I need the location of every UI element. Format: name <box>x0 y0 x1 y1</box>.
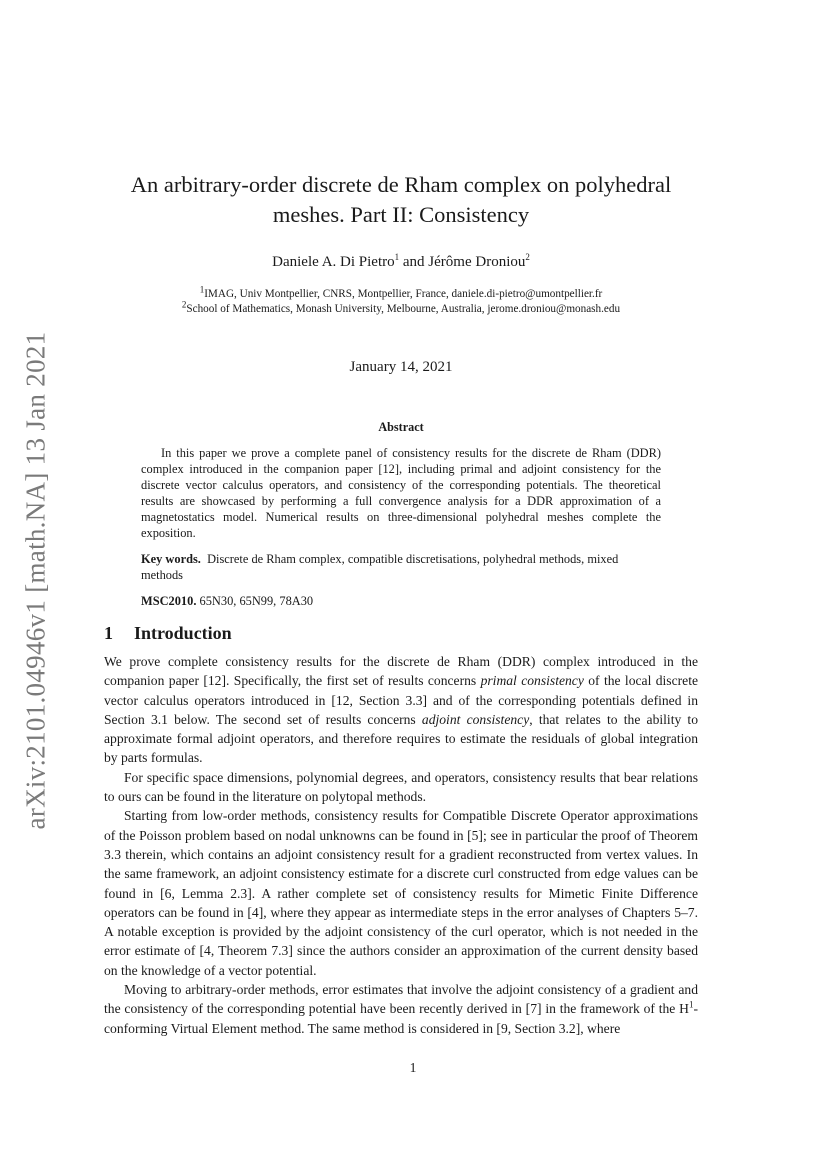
author-2-mark: 2 <box>525 252 530 262</box>
paragraph-4-part-a: Moving to arbitrary-order methods, error estimates that involve the adjoint consistency of a gradient and the consistency of the corresponding potential have been recently derived in [7] in the framework of the H <box>104 982 698 1017</box>
arxiv-stamp-text: arXiv:2101.04946v1 [math.NA] 13 Jan 2021 <box>20 331 51 829</box>
paper-date: January 14, 2021 <box>349 359 453 375</box>
affiliations <box>104 284 698 317</box>
abstract-heading: Abstract <box>378 420 424 434</box>
section-number: 1 <box>104 623 113 643</box>
paragraph-1-part-b: of the local discrete vector calculus operators introduced in [12, Section 3.3] and of the corresponding potentials defined in Section 3.1 below. The second set of results concerns <box>104 673 698 727</box>
affiliation-2 <box>104 299 698 317</box>
affiliation-1 <box>104 284 698 302</box>
msc-label: MSC2010. <box>141 594 197 608</box>
paragraph-3: Starting from low-order methods, consistency results for Compatible Discrete Operator approximations of the Poisson problem based on nodal unknowns can be found in [5]; see in particular the proof of Theorem 3.3 therein, which contains an adjoint consistency result for a gradient reconstructed from vertex values. In the same framework, an adjoint consistency estimate for a discrete curl constructed from edge values can be found in [6, Lemma 2.3]. A rather complete set of consistency results for Mimetic Finite Difference operators can be found in [4], where they appear as intermediate steps in the error analyses of Chapters 5–7. A notable exception is provided by the adjoint consistency of the curl operator, which is not needed in the error estimate of [4, Theorem 7.3] since the authors consider an approximation of the current density based on the knowledge of a vector potential. <box>104 808 698 978</box>
msc-text: 65N30, 65N99, 78A30 <box>199 594 314 608</box>
affiliation-1-mark: 1 <box>199 284 205 295</box>
author-list <box>104 254 698 271</box>
paragraph-4-part-b: -conforming Virtual Element method. The same method is considered in [9, Section 3.2], where <box>104 1001 698 1036</box>
paragraph-1 <box>104 652 698 768</box>
msc-codes <box>141 593 661 609</box>
author-1-mark: 1 <box>394 252 400 262</box>
title-line-1: An arbitrary-order discrete de Rham complex on polyhedral <box>130 172 672 197</box>
keywords-label: Key words. <box>141 552 201 566</box>
affiliation-2-text: School of Mathematics, Monash University, Melbourne, Australia, jerome.droniou@monash.edu <box>186 303 621 315</box>
keywords-text: Discrete de Rham complex, compatible discretisations, polyhedral methods, mixed methods <box>141 552 619 582</box>
arxiv-stamp <box>12 320 60 840</box>
keywords <box>141 551 661 583</box>
section-heading <box>104 623 698 644</box>
section-title: Introduction <box>134 623 232 643</box>
paragraph-2: For specific space dimensions, polynomial degrees, and operators, consistency results that bear relations to ours can be found in the literature on polytopal methods. <box>104 769 698 805</box>
page-number: 1 <box>409 1060 417 1075</box>
author-2: Jérôme Droniou <box>428 254 526 270</box>
title-line-2: meshes. Part II: Consistency <box>272 202 530 227</box>
paragraph-1-part-a: We prove complete consistency results for the discrete de Rham (DDR) complex introduced in the companion paper [12]. Specifically, the first set of results concerns <box>104 654 698 689</box>
paragraph-1-part-c: , that relates to the ability to approximate formal adjoint operators, and therefore requires to estimate the residuals of global integration by parts formulas. <box>104 711 699 766</box>
affiliation-1-text: IMAG, Univ Montpellier, CNRS, Montpellier, France, daniele.di-pietro@umontpellier.fr <box>204 288 603 300</box>
author-conjunction: and <box>399 254 429 270</box>
affiliation-2-mark: 2 <box>181 299 187 310</box>
paragraph-4 <box>104 980 698 1038</box>
paper-page <box>104 170 698 1038</box>
abstract-text: In this paper we prove a complete panel of consistency results for the discrete de Rham (DDR) complex introduced in the companion paper [12], including primal and adjoint consistency for the discrete vector calculus operators, and consistency of the corresponding potentials. The theoretical results are showcased by performing a full convergence analysis for a DDR approximation of a magnetostatics model. Numerical results on three-dimensional polyhedral meshes complete the exposition. <box>141 446 661 540</box>
emphasis-adjoint-consistency: adjoint consistency <box>421 711 530 727</box>
paper-title <box>104 170 698 230</box>
emphasis-primal-consistency: primal consistency <box>480 673 584 689</box>
author-1: Daniele A. Di Pietro <box>272 254 395 270</box>
superscript-one: 1 <box>688 999 694 1010</box>
